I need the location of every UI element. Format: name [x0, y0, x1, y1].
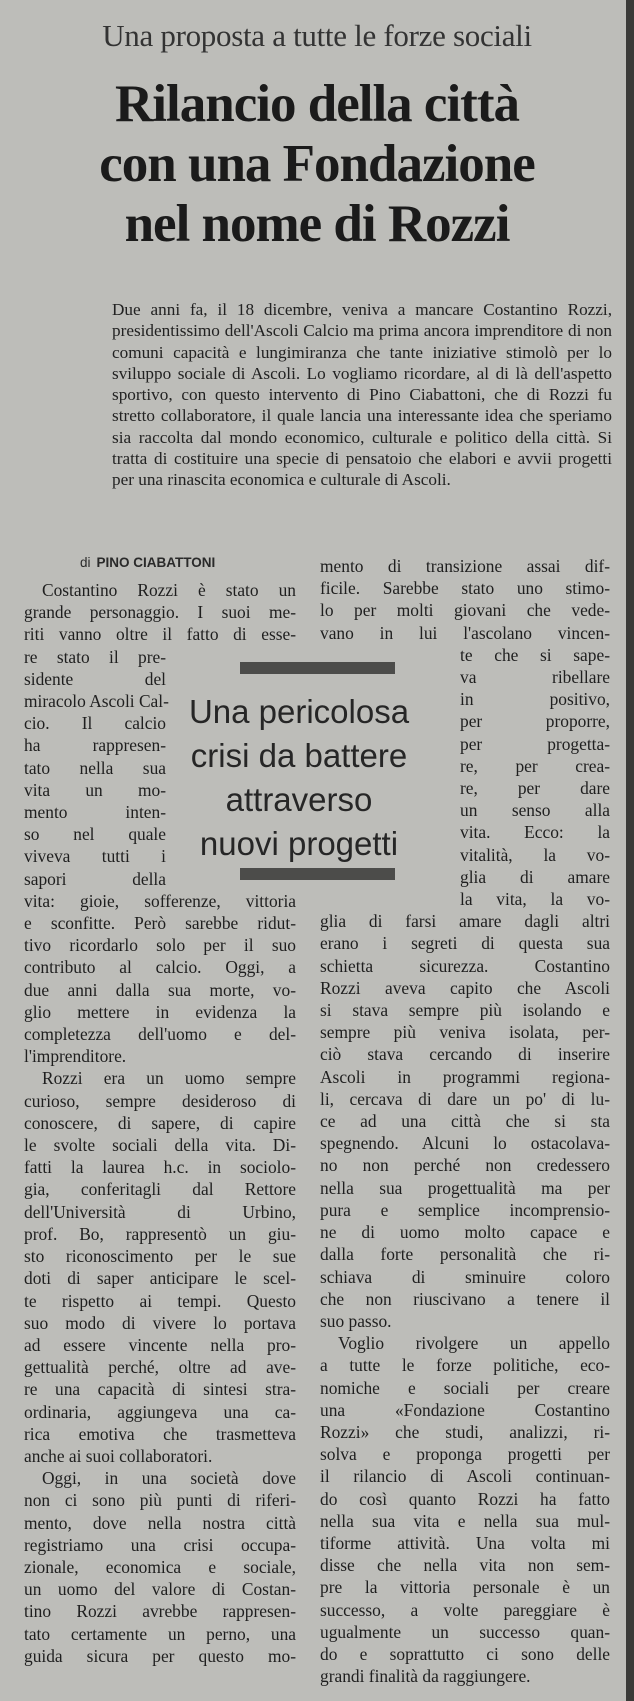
text-line: vita. Ecco: la — [460, 822, 610, 843]
text-line: dalla forte personalità che ri- — [320, 1244, 610, 1265]
intro-text: Due anni fa, il 18 dicembre, veniva a mancare Costantino Rozzi, presidentissimo dell'Ascoli Calcio ma prima ancora imprenditore di non comuni capacità e lungimiranza che tante iniziative stimolò per lo sviluppo sociale di Ascoli. Lo vogliamo ricordare, al di là dell'aspetto sportivo, con questo intervento di Pino Ciabattoni, che di Rozzi fu stretto collaboratore, il quale lancia una interessante idea che speriamo sia raccolta dal mondo economico, culturale e politico della città. Si tratta di costituire una specie di pensatoio che elabori e avvii progetti per una rinascita economica e culturale di Ascoli. — [112, 300, 612, 490]
text-line: miracolo Ascoli Cal- — [24, 691, 169, 712]
text-line: schiava di sminuire coloro — [320, 1266, 610, 1287]
text-line: Costantino Rozzi è stato un — [42, 580, 296, 600]
text-line: grande personaggio. I suoi me- — [24, 602, 296, 623]
text-line: l'imprenditore. — [24, 1046, 127, 1067]
text-line: disse che nella vita non sem- — [320, 1555, 610, 1576]
text-line: in positivo, — [460, 689, 610, 710]
text-line: mento inten- — [24, 802, 166, 823]
text-line: ha rappresen- — [24, 735, 166, 756]
paragraph-2 — [320, 1332, 610, 1687]
text-line: no non perché non credessero — [320, 1155, 610, 1176]
text-line: vita: gioie, sofferenze, vittoria — [24, 890, 296, 911]
text-line: il rilancio di Ascoli continuan- — [320, 1466, 610, 1487]
text-line: registriamo una crisi occupa- — [24, 1534, 296, 1555]
byline-name: PINO CIABATTONI — [96, 555, 216, 570]
text-line: ciò stava cercando di inserire — [320, 1044, 610, 1065]
text-line: a tutte le forze politiche, eco- — [320, 1355, 610, 1376]
text-line: pre la vittoria personale è un — [320, 1577, 610, 1598]
text-line: te rispetto ai tempi. Questo — [24, 1290, 296, 1311]
text-line: do e soprattutto ci sono delle — [320, 1643, 610, 1664]
text-line: sempre più veniva isolata, per- — [320, 1022, 610, 1043]
text-line: ugualmente un successo quan- — [320, 1621, 610, 1642]
text-line: re, per crea- — [460, 755, 610, 776]
text-line: contributo al calcio. Oggi, a — [24, 957, 296, 978]
text-line: sidente del — [24, 668, 166, 689]
text-line: guida sicura per questo mo- — [24, 1645, 296, 1666]
intro-paragraph — [112, 299, 612, 491]
text-line: suo modo di vivere lo portava — [24, 1312, 296, 1333]
text-line: lo per molti giovani che vede- — [320, 600, 610, 621]
text-line: Ascoli in programmi regiona- — [320, 1066, 610, 1087]
byline-prefix: di — [80, 555, 91, 570]
byline — [80, 555, 215, 570]
text-line: rica emotiva che trasmetteva — [24, 1423, 296, 1444]
text-line: Oggi, in una società dove — [42, 1468, 296, 1489]
headline — [10, 74, 624, 254]
pullquote-line: nuovi progetti — [199, 825, 399, 862]
headline-line: con una Fondazione — [99, 135, 535, 193]
text-line: pura e semplice incomprensio- — [320, 1199, 610, 1220]
text-line: glio mettere in evidenza la — [24, 1001, 296, 1022]
text-line: schietta sicurezza. Costantino — [320, 955, 610, 976]
text-line: ne di uomo molto capace e — [320, 1222, 610, 1243]
text-line: gettualità perché, oltre ad ave- — [24, 1357, 296, 1378]
text-line: per proporre, — [460, 711, 610, 732]
paragraph-3 — [24, 1467, 296, 1667]
page-edge — [626, 0, 634, 1701]
text-line: tato nella sua — [24, 757, 166, 778]
text-line: Rozzi» che studi, analizzi, ri- — [320, 1421, 610, 1442]
text-line: fatti la laurea h.c. in sociolo- — [24, 1157, 296, 1178]
text-line: tivo ricordarlo solo per il suo — [24, 935, 296, 956]
text-line: sapori della — [24, 868, 166, 889]
text-line: ficile. Sarebbe stato uno stimo- — [320, 578, 610, 599]
text-line: si stava sempre più isolando e — [320, 1000, 610, 1021]
text-line: grandi finalità da raggiungere. — [320, 1666, 531, 1687]
text-line: li, cercava di dare un po' di lu- — [320, 1088, 610, 1109]
text-line: e sconfitte. Però sarebbe ridut- — [24, 913, 296, 934]
text-line: viveva tutti i — [24, 846, 166, 867]
text-line: un senso alla — [460, 800, 610, 821]
text-line: glia di amare — [460, 866, 610, 887]
text-line: mento di transizione assai dif- — [320, 556, 610, 576]
text-line: Voglio rivolgere un appello — [338, 1333, 610, 1354]
text-line: erano i segreti di questa sua — [320, 933, 610, 954]
text-line: le svolte sociali della vita. Di- — [24, 1135, 296, 1156]
text-line: prof. Bo, rappresentò un giu- — [24, 1223, 296, 1244]
kicker: Una proposta a tutte le forze sociali — [102, 18, 532, 53]
text-line: Rozzi aveva capito che Ascoli — [320, 977, 610, 998]
text-line: la vita, la vo- — [460, 889, 610, 910]
column-right — [320, 555, 610, 1687]
text-line: ad essere vincente nella pro- — [24, 1334, 296, 1355]
text-line: do così quanto Rozzi ha fatto — [320, 1488, 610, 1509]
text-line: per progetta- — [460, 733, 610, 754]
text-line: vitalità, la vo- — [460, 844, 610, 865]
paragraph-2 — [24, 1067, 296, 1467]
text-line: suo passo. — [320, 1310, 392, 1331]
text-line: anche ai suoi collaboratori. — [24, 1445, 213, 1466]
text-line: Rozzi era un uomo sempre — [42, 1068, 296, 1089]
text-line: cio. Il calcio — [24, 713, 166, 734]
text-line: tiforme attività. Una volta mi — [320, 1532, 610, 1553]
text-line: nella sua progettualità ma per — [320, 1177, 610, 1198]
text-line: gia, conferitagli dal Rettore — [24, 1179, 296, 1200]
text-line: riti vanno oltre il fatto di esse- — [24, 624, 296, 645]
pullquote-line: Una pericolosa — [188, 693, 410, 730]
text-line: re stato il pre- — [24, 646, 166, 667]
text-line: una «Fondazione Costantino — [320, 1399, 610, 1420]
text-line: nella sua vita e nella sua mul- — [320, 1510, 610, 1531]
text-line: vita un mo- — [24, 779, 166, 800]
text-line: completezza dell'uomo e del- — [24, 1024, 296, 1045]
text-line: dell'Università di Urbino, — [24, 1201, 296, 1222]
text-line: che non riuscivano a tenere il — [320, 1288, 610, 1309]
text-line: re, per dare — [460, 778, 610, 799]
pullquote-line: crisi da battere — [190, 737, 408, 774]
paragraph-1 — [24, 579, 296, 1067]
text-line: ce ad una città che si sta — [320, 1111, 610, 1132]
text-line: nomiche e sociali per creare — [320, 1377, 610, 1398]
headline-line: Rilancio della città — [115, 75, 519, 133]
text-line: non ci sono più punti di riferi- — [24, 1490, 296, 1511]
text-line: zionale, economica e sociale, — [24, 1556, 296, 1577]
text-line: conoscere, di sapere, di capire — [24, 1112, 296, 1133]
text-line: te che si sape- — [460, 644, 610, 665]
headline-line: nel nome di Rozzi — [124, 195, 510, 253]
text-line: un uomo del valore di Costan- — [24, 1579, 296, 1600]
text-line: tino Rozzi avrebbe rappresen- — [24, 1601, 296, 1622]
text-line: glia di farsi amare dagli altri — [320, 911, 610, 932]
text-line: re una capacità di sintesi stra- — [24, 1379, 296, 1400]
text-line: curioso, sempre desideroso di — [24, 1090, 296, 1111]
text-line: sto riconoscimento per le sue — [24, 1246, 296, 1267]
text-line: doti di saper anticipare le scel- — [24, 1268, 296, 1289]
pullquote-line: attraverso — [225, 781, 373, 818]
text-line: spegnendo. Alcuni lo ostacolava- — [320, 1133, 610, 1154]
text-line: ordinaria, aggiungeva una ca- — [24, 1401, 296, 1422]
column-left — [24, 579, 296, 1667]
text-line: tato certamente un perno, una — [24, 1623, 296, 1644]
text-line: vano in lui l'ascolano vincen- — [320, 622, 610, 643]
text-line: va ribellare — [460, 667, 610, 688]
text-line: solva e proponga progetti per — [320, 1444, 610, 1465]
text-line: successo, a volte pareggiare è — [320, 1599, 610, 1620]
text-line: due anni dalla sua morte, vo- — [24, 979, 296, 1000]
paragraph-1-continued — [320, 555, 610, 1332]
text-line: so nel quale — [24, 824, 166, 845]
text-line: mento, dove nella nostra città — [24, 1512, 296, 1533]
